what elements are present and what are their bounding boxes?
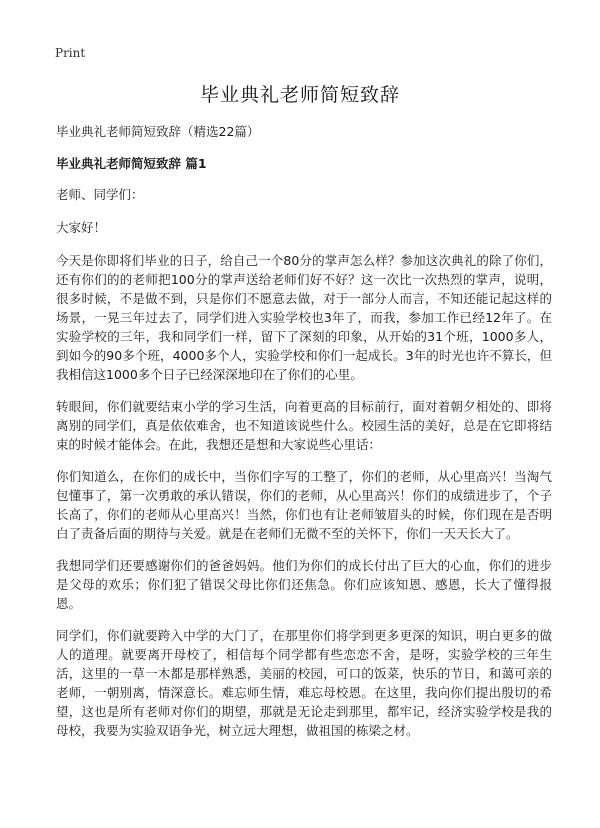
page-title: 毕业典礼老师简短致辞 (199, 84, 400, 106)
paragraph: 我想同学们还要感谢你们的爸爸妈妈。他们为你们的成长付出了巨大的心血，你们的进步是父母的欢乐；你们犯了错误父母比你们还焦急。你们应该知恩、感恩，长大了懂得报恩。 (56, 558, 552, 611)
greeting-hello: 大家好！ (56, 220, 107, 235)
greeting-salutation: 老师、同学们： (56, 187, 144, 202)
paragraph: 同学们，你们就要跨入中学的大门了，在那里你们将学到更多更深的知识，明白更多的做人的道理。就要离开母校了，相信每个同学都有些恋恋不舍，是呀，实验学校的三年生活，这里的一草一木都是那样熟悉，美丽的校园，可口的饭菜，快乐的节日，和蔼可亲的老师，一朝别离，情深意长。难忘师生情，难忘母校恩。在这里，我向你们提出殷切的希望，这也是所有老师对你们的期望，那就是无论走到那里，都牢记，经济实验学校是我的母校，我要为实验双语争光，树立远大理想，做祖国的栋梁之材。 (56, 628, 552, 738)
paragraph: 你们知道么，在你们的成长中，当你们字写的工整了，你们的老师，从心里高兴！当淘气包懂事了，第一次勇敢的承认错误，你们的老师，从心里高兴！你们的成绩进步了，个子长高了，你们的老师从心里高兴！当然，你们也有让老师皱眉头的时候，你们现在是否明白了责备后面的期待与关爱。就是在老师们无微不至的关怀下，你们一天天长大了。 (56, 469, 552, 541)
article-subtitle: 毕业典礼老师简短致辞（精选22篇） (56, 124, 260, 139)
paragraph: 今天是你即将们毕业的日子，给自己一个80分的掌声怎么样？参加这次典礼的除了你们，还有你们的的老师把100分的掌声送给老师们好不好？这一次比一次热烈的掌声，说明，很多时候，不是做不到，只是你们不愿意去做，对于一部分人而言，不知还能记起这样的场景，一晃三年过去了，同学们进入实验学校也3年了，而我，参加工作已经12年了。在实验学校的三年，我和同学们一样，留下了深刻的印象，从开始的31个班，1000多人，到如今的90多个班，4000多个人，实验学校和你们一起成长。3年的时光也许不算长，但我相信这1000多个日子已经深深地印在了你们的心里。 (56, 253, 552, 382)
article-body (56, 122, 552, 753)
paragraph: 转眼间，你们就要结束小学的学习生活，向着更高的目标前行，面对着朝夕相处的、即将离别的同学们，真是依依难舍，也不知道该说些什么。校园生活的美好，总是在它即将结束的时候才能体会。在此，我想还是想和大家说些心里话： (56, 399, 552, 452)
section-heading: 毕业典礼老师简短致辞 篇1 (56, 156, 207, 171)
print-link[interactable]: Print (55, 46, 86, 60)
